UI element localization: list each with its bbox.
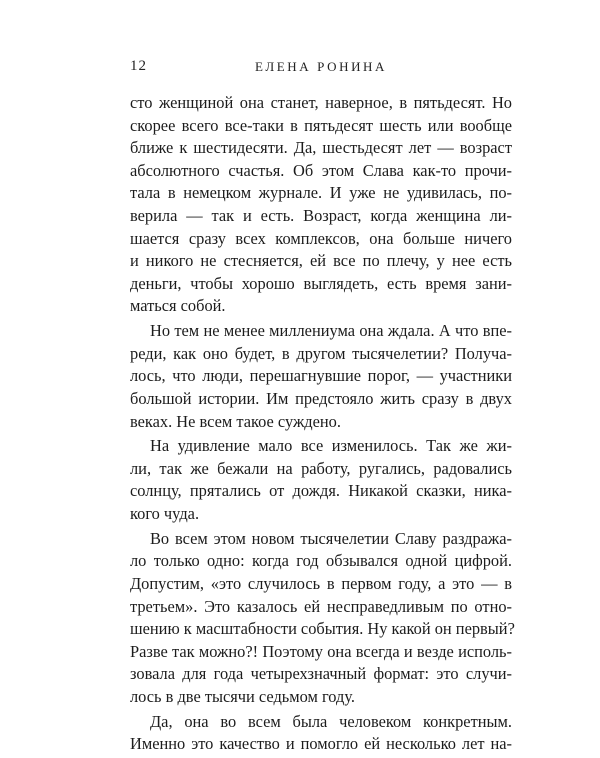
paragraph xyxy=(130,528,515,709)
paragraph xyxy=(130,92,512,318)
text-line: большой истории. Им предстояло жить сразу в двух xyxy=(130,388,512,408)
text-line: кого чуда. xyxy=(130,504,200,524)
text-line: третьем». Это казалось ей несправедливым по отно- xyxy=(130,596,512,616)
text-line: и никого не стесняется, ей все по плечу, у нее есть xyxy=(130,251,512,271)
text-line: ли, так же бежали на работу, ругались, радовались xyxy=(130,458,512,478)
text-line: Именно это качество и помогло ей несколько лет на- xyxy=(130,734,512,754)
text-line: шению к масштабности события. Ну какой он первый? xyxy=(130,619,515,639)
text-line: верила — так и есть. Возраст, когда женщина ли- xyxy=(130,205,512,225)
text-line: сто женщиной она станет, наверное, в пятьдесят. Но xyxy=(130,93,512,112)
text-line: реди, как оно будет, в другом тысячелетии? Получа- xyxy=(130,343,512,363)
text-line: На удивление мало все изменилось. Так же жи- xyxy=(150,436,512,456)
text-line: солнцу, прятались от дождя. Никакой сказки, ника- xyxy=(130,481,512,501)
text-line: скорее всего все-таки в пятьдесят шесть или вообще xyxy=(130,115,512,135)
text-line: зовала для года четырехзначный формат: это случи- xyxy=(130,664,512,684)
text-line: ло только одно: когда год обзывался одной цифрой. xyxy=(130,551,512,571)
text-line: Разве так можно?! Поэтому она всегда и везде исполь- xyxy=(130,641,512,661)
paragraph xyxy=(130,711,512,756)
running-title: ЕЛЕНА РОНИНА xyxy=(254,59,388,74)
text-line: ближе к шестидесяти. Да, шестьдесят лет — возраст xyxy=(130,138,512,158)
text-line: деньги, чтобы хорошо выглядеть, есть время зани- xyxy=(130,273,512,293)
text-line: Но тем не менее миллениума она ждала. А что впе- xyxy=(150,321,512,341)
body-text xyxy=(130,92,515,758)
page-header xyxy=(130,58,512,78)
text-line: тала в немецком журнале. И уже не удивилась, по- xyxy=(130,183,512,203)
text-line: лось в две тысячи седьмом году. xyxy=(130,687,356,706)
paragraph xyxy=(130,320,512,433)
text-line: Да, она во всем была человеком конкретным. xyxy=(150,711,512,731)
text-line: шается сразу всех комплексов, она больше ничего xyxy=(130,228,512,248)
text-line: маться собой. xyxy=(130,296,226,316)
text-line: лось, что люди, перешагнувшие порог, — участники xyxy=(130,366,512,386)
text-line: Допустим, «это случилось в первом году, а это — в xyxy=(130,574,512,594)
text-line: веках. Не всем такое суждено. xyxy=(130,411,341,431)
paragraph xyxy=(130,435,512,525)
text-line: Во всем этом новом тысячелетии Славу раздража- xyxy=(150,528,512,548)
text-line: абсолютного счастья. Об этом Слава как-то прочи- xyxy=(130,160,512,180)
page-number: 12 xyxy=(130,58,147,74)
